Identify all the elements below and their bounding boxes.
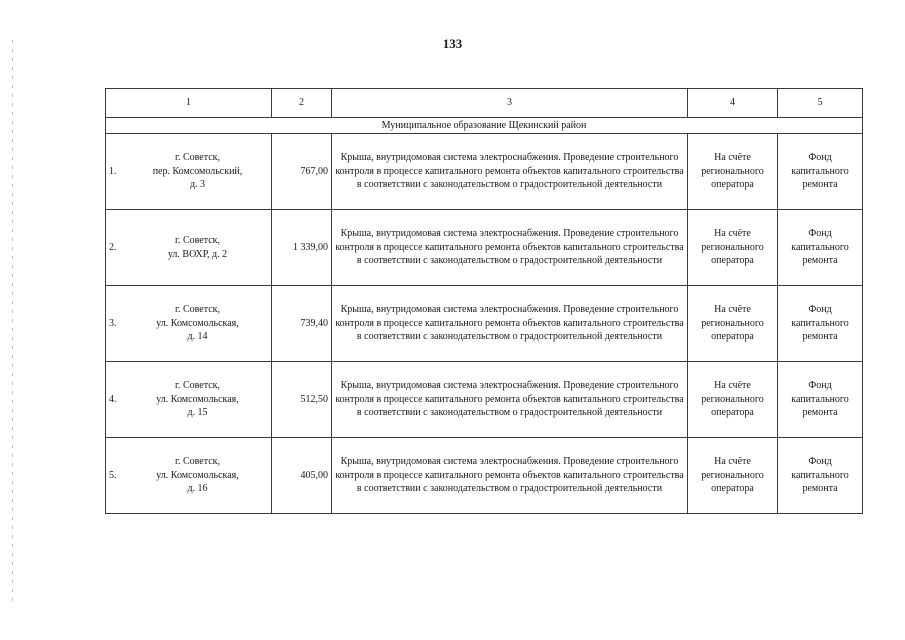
address-line: ул. ВОХР, д. 2 xyxy=(167,248,228,260)
source-cell-line: ремонта xyxy=(802,331,838,343)
margin-dash xyxy=(12,256,13,259)
margin-dash xyxy=(12,310,13,313)
amount-cell: 405,00 xyxy=(272,438,332,514)
address-line: ул. Комсомольская, xyxy=(156,469,239,481)
margin-dash xyxy=(12,67,13,70)
margin-dash xyxy=(12,580,13,583)
margin-dash xyxy=(12,418,13,421)
account-cell-line: оператора xyxy=(711,483,754,495)
source-cell xyxy=(778,286,863,362)
margin-dash xyxy=(12,49,13,52)
address-cell xyxy=(106,286,272,362)
address-line: д. 15 xyxy=(187,407,208,419)
account-cell-line: На счёте xyxy=(714,456,751,468)
margin-dash xyxy=(12,445,13,448)
margin-dash xyxy=(12,571,13,574)
margin-dash xyxy=(12,130,13,133)
column-header: 4 xyxy=(688,89,778,118)
table-row xyxy=(106,438,863,514)
account-cell xyxy=(688,286,778,362)
margin-dash xyxy=(12,148,13,151)
margin-dash xyxy=(12,400,13,403)
page-number: 133 xyxy=(442,36,463,51)
margin-dash xyxy=(12,85,13,88)
account-cell-line: регионального xyxy=(701,469,764,481)
table-row xyxy=(106,210,863,286)
address-line: д. 16 xyxy=(187,483,208,495)
address-line: ул. Комсомольская, xyxy=(156,317,239,329)
source-cell-line: капитального xyxy=(791,317,849,329)
row-number: 4. xyxy=(109,393,117,405)
margin-dash xyxy=(12,490,13,493)
table-row xyxy=(106,362,863,438)
margin-dash xyxy=(12,157,13,160)
address-line: д. 3 xyxy=(189,179,206,191)
address-line: ул. Комсомольская, xyxy=(156,393,239,405)
column-header: 3 xyxy=(332,89,688,118)
address-line: г. Советск, xyxy=(174,304,221,316)
source-cell-line: ремонта xyxy=(802,483,838,495)
source-cell-line: ремонта xyxy=(802,407,838,419)
margin-dash xyxy=(12,427,13,430)
margin-dash xyxy=(12,139,13,142)
margin-dash xyxy=(12,598,13,601)
column-header: 5 xyxy=(778,89,863,118)
margin-dash xyxy=(12,436,13,439)
address-line: г. Советск, xyxy=(174,235,221,246)
margin-dash xyxy=(12,382,13,385)
source-cell-line: капитального xyxy=(791,241,849,253)
source-cell-line: капитального xyxy=(791,469,849,481)
address-cell xyxy=(106,134,272,210)
margin-dash xyxy=(12,391,13,394)
address xyxy=(127,151,268,192)
address-line: д. 14 xyxy=(187,331,208,343)
source-cell-line: ремонта xyxy=(802,179,838,191)
account-cell-line: На счёте xyxy=(714,228,751,240)
margin-dash xyxy=(12,589,13,592)
source-cell-line: Фонд xyxy=(808,152,832,164)
margin-dash xyxy=(12,409,13,412)
margin-dash xyxy=(12,346,13,349)
row-number: 3. xyxy=(109,317,117,329)
address-line: г. Советск, xyxy=(174,456,221,468)
account-cell xyxy=(688,438,778,514)
works-table xyxy=(105,88,863,514)
source-cell xyxy=(778,438,863,514)
account-cell-line: На счёте xyxy=(714,304,751,316)
margin-dash xyxy=(12,454,13,457)
description-cell: Крыша, внутридомовая система электроснабжения. Проведение строительного контроля в процессе капитального ремонта объектов капитального строительства в соответствии с законодательством о градостроительной деятельности xyxy=(332,286,688,362)
account-cell-line: регионального xyxy=(701,241,764,253)
address-cell xyxy=(106,362,272,438)
margin-dash xyxy=(12,103,13,106)
account-cell-line: регионального xyxy=(701,165,764,177)
account-cell-line: На счёте xyxy=(714,380,751,392)
margin-dash xyxy=(12,238,13,241)
source-cell-line: Фонд xyxy=(808,228,832,240)
margin-dash xyxy=(12,94,13,97)
account-cell xyxy=(688,134,778,210)
margin-dash xyxy=(12,481,13,484)
margin-dash xyxy=(12,175,13,178)
margin-dash xyxy=(12,373,13,376)
section-title: Муниципальное образование Щекинский район xyxy=(106,118,863,134)
row-number: 1. xyxy=(109,165,117,177)
row-number: 2. xyxy=(109,241,117,253)
source-cell-line: Фонд xyxy=(808,456,832,468)
address xyxy=(127,455,268,496)
margin-dash xyxy=(12,211,13,214)
account-cell xyxy=(688,210,778,286)
margin-dash xyxy=(12,283,13,286)
account-cell-line: оператора xyxy=(711,407,754,419)
header-row xyxy=(106,89,863,118)
margin-dash xyxy=(12,247,13,250)
margin-dash xyxy=(12,499,13,502)
margin-dash xyxy=(12,535,13,538)
margin-dash xyxy=(12,265,13,268)
margin-dash xyxy=(12,517,13,520)
source-cell-line: Фонд xyxy=(808,304,832,316)
margin-dash xyxy=(12,58,13,61)
description-cell: Крыша, внутридомовая система электроснабжения. Проведение строительного контроля в процессе капитального ремонта объектов капитального строительства в соответствии с законодательством о градостроительной деятельности xyxy=(332,362,688,438)
column-header: 1 xyxy=(106,89,272,118)
account-cell-line: оператора xyxy=(711,255,754,267)
amount-cell: 512,50 xyxy=(272,362,332,438)
table-row xyxy=(106,134,863,210)
source-cell-line: Фонд xyxy=(808,380,832,392)
description-cell: Крыша, внутридомовая система электроснабжения. Проведение строительного контроля в процессе капитального ремонта объектов капитального строительства в соответствии с законодательством о градостроительной деятельности xyxy=(332,134,688,210)
source-cell-line: капитального xyxy=(791,165,849,177)
address-line: г. Советск, xyxy=(174,152,221,164)
amount-cell: 767,00 xyxy=(272,134,332,210)
margin-dash xyxy=(12,274,13,277)
margin-dash xyxy=(12,166,13,169)
section-row xyxy=(106,118,863,134)
source-cell xyxy=(778,210,863,286)
margin-dash xyxy=(12,508,13,511)
margin-dash xyxy=(12,40,13,43)
margin-dash xyxy=(12,121,13,124)
account-cell-line: регионального xyxy=(701,317,764,329)
address-line: г. Советск, xyxy=(174,380,221,392)
margin-dash xyxy=(12,184,13,187)
account-cell-line: оператора xyxy=(711,331,754,343)
margin-dash xyxy=(12,319,13,322)
margin-dash xyxy=(12,229,13,232)
address xyxy=(127,303,268,344)
source-cell xyxy=(778,362,863,438)
amount-cell: 739,40 xyxy=(272,286,332,362)
address xyxy=(127,234,268,261)
margin-dash xyxy=(12,526,13,529)
margin-dash xyxy=(12,355,13,358)
source-cell xyxy=(778,134,863,210)
account-cell-line: На счёте xyxy=(714,152,751,164)
margin-dash xyxy=(12,193,13,196)
row-number: 5. xyxy=(109,469,117,481)
source-cell-line: ремонта xyxy=(802,255,838,267)
margin-dash xyxy=(12,202,13,205)
table-row xyxy=(106,286,863,362)
margin-dash xyxy=(12,292,13,295)
address-cell xyxy=(106,438,272,514)
margin-dash xyxy=(12,364,13,367)
margin-dash xyxy=(12,463,13,466)
account-cell xyxy=(688,362,778,438)
margin-dash xyxy=(12,553,13,556)
address-cell xyxy=(106,210,272,286)
margin-dash xyxy=(12,544,13,547)
margin-dash xyxy=(12,301,13,304)
amount-cell: 1 339,00 xyxy=(272,210,332,286)
source-cell-line: капитального xyxy=(791,393,849,405)
description-cell: Крыша, внутридомовая система электроснабжения. Проведение строительного контроля в процессе капитального ремонта объектов капитального строительства в соответствии с законодательством о градостроительной деятельности xyxy=(332,210,688,286)
margin-dash xyxy=(12,562,13,565)
address-line: пер. Комсомольский, xyxy=(152,165,243,177)
description-cell: Крыша, внутридомовая система электроснабжения. Проведение строительного контроля в процессе капитального ремонта объектов капитального строительства в соответствии с законодательством о градостроительной деятельности xyxy=(332,438,688,514)
address xyxy=(127,379,268,420)
margin-dash xyxy=(12,112,13,115)
margin-dash xyxy=(12,328,13,331)
margin-dash xyxy=(12,337,13,340)
margin-dash xyxy=(12,472,13,475)
account-cell-line: оператора xyxy=(711,179,754,191)
column-header: 2 xyxy=(272,89,332,118)
margin-dash xyxy=(12,76,13,79)
account-cell-line: регионального xyxy=(701,393,764,405)
margin-dash xyxy=(12,220,13,223)
